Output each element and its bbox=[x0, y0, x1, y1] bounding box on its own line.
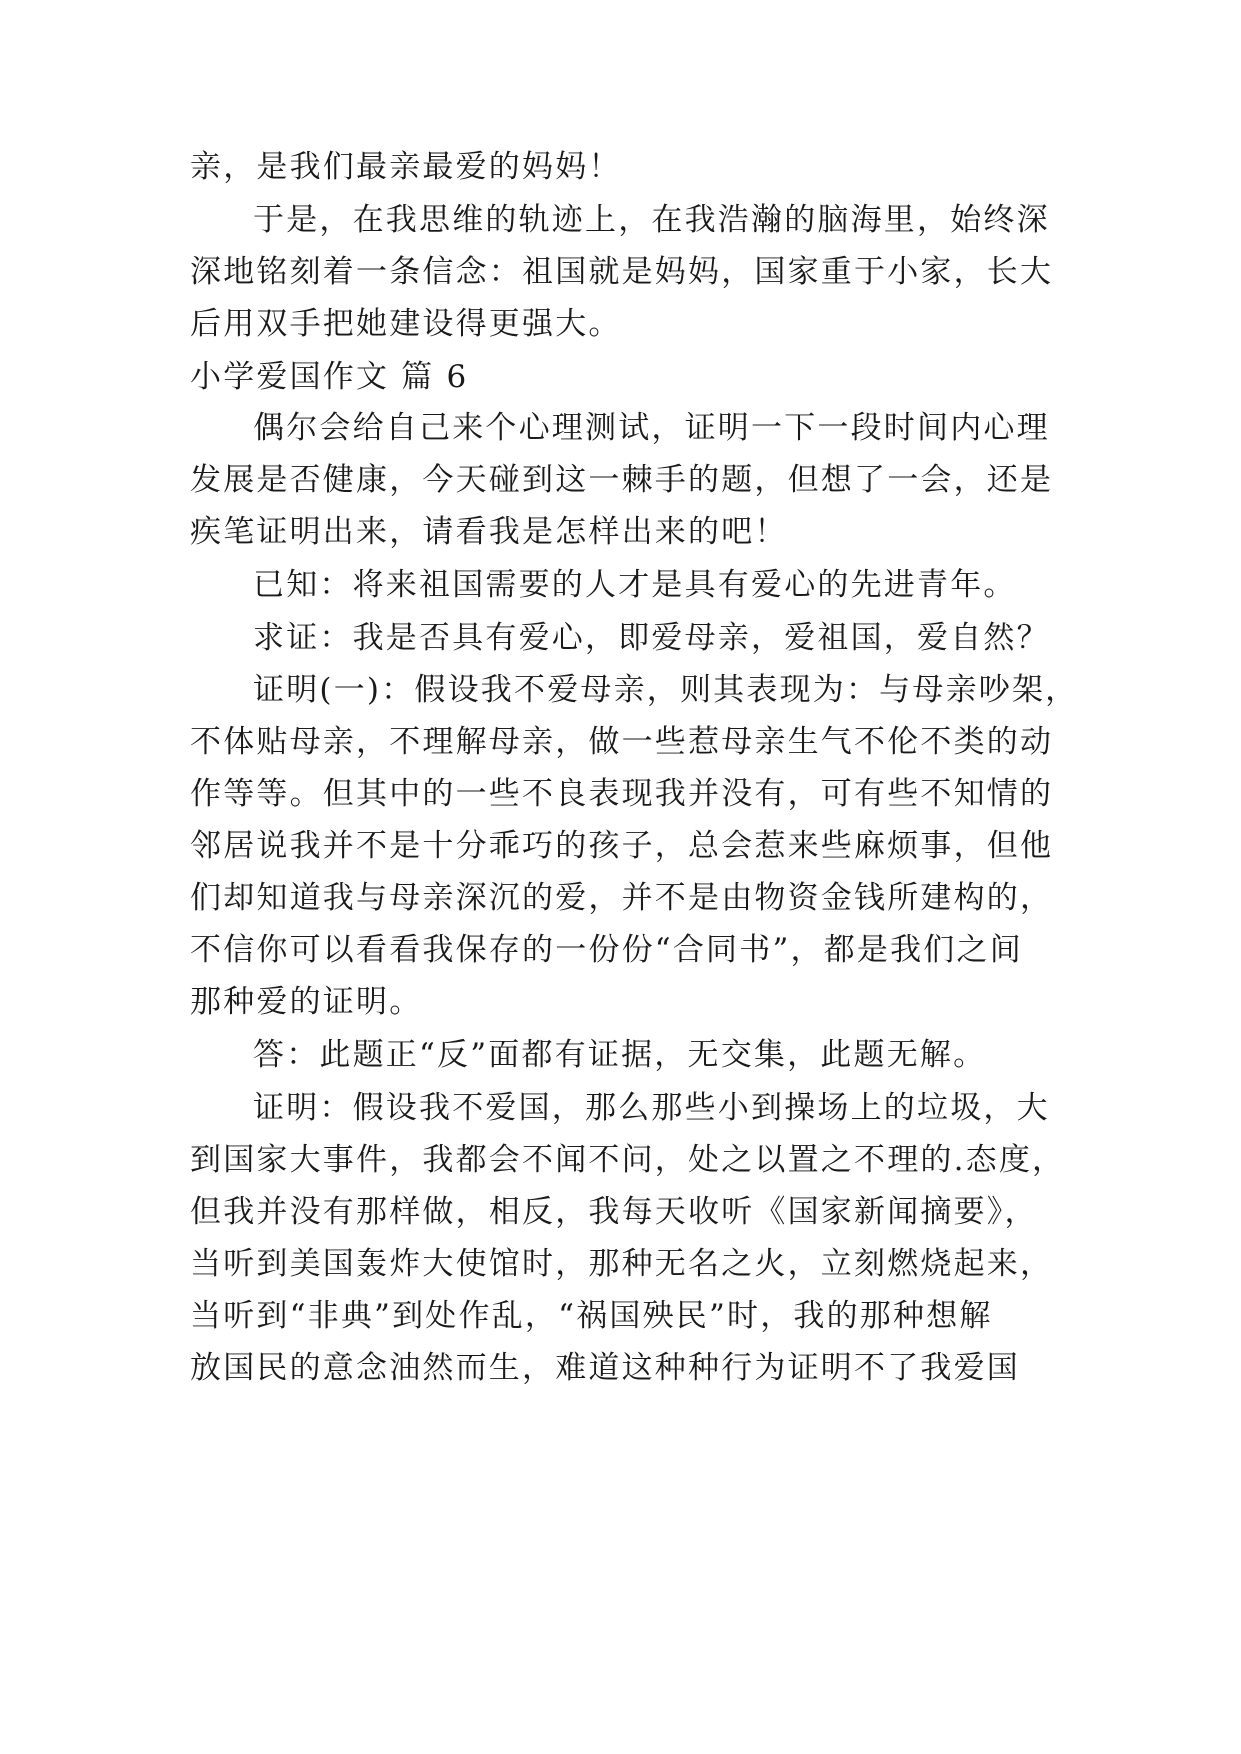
text-line: 作等等。但其中的一些不良表现我并没有，可有些不知情的 bbox=[190, 776, 1054, 812]
text-line: 疾笔证明出来，请看我是怎样出来的吧！ bbox=[190, 514, 788, 550]
text-line: 发展是否健康，今天碰到这一棘手的题，但想了一会，还是 bbox=[190, 462, 1054, 498]
text-line: 不体贴母亲，不理解母亲，做一些惹母亲生气不伦不类的动 bbox=[190, 724, 1054, 760]
text-line: 放国民的意念油然而生，难道这种种行为证明不了我爱国 bbox=[190, 1350, 1020, 1386]
paragraph-start: 证明(一)：假设我不爱母亲，则其表现为：与母亲吵架， bbox=[253, 672, 1079, 708]
text-line: 但我并没有那样做，相反，我每天收听《国家新闻摘要》， bbox=[190, 1194, 1038, 1230]
text-line: 当听到美国轰炸大使馆时，那种无名之火，立刻燃烧起来， bbox=[190, 1246, 1054, 1282]
text-line: 不信你可以看看我保存的一份份“合同书”，都是我们之间 bbox=[190, 932, 1023, 968]
paragraph-start: 证明：假设我不爱国，那么那些小到操场上的垃圾，大 bbox=[253, 1090, 1050, 1126]
text-line: 当听到“非典”到处作乱，“祸国殃民”时，我的那种想解 bbox=[190, 1298, 993, 1334]
text-line: 到国家大事件，我都会不闻不问，处之以置之不理的.态度， bbox=[190, 1142, 1066, 1178]
text-line: 深地铭刻着一条信念：祖国就是妈妈，国家重于小家，长大 bbox=[190, 254, 1054, 290]
paragraph-start: 已知：将来祖国需要的人才是具有爱心的先进青年。 bbox=[253, 567, 1017, 603]
paragraph-start: 偶尔会给自己来个心理测试，证明一下一段时间内心理 bbox=[253, 410, 1050, 446]
paragraph-start: 于是，在我思维的轨迹上，在我浩瀚的脑海里，始终深 bbox=[253, 202, 1050, 238]
text-line: 亲，是我们最亲最爱的妈妈！ bbox=[190, 149, 622, 185]
text-line: 邻居说我并不是十分乖巧的孩子，总会惹来些麻烦事，但他 bbox=[190, 828, 1054, 864]
text-line: 那种爱的证明。 bbox=[190, 984, 423, 1020]
paragraph-start: 答：此题正“反”面都有证据，无交集，此题无解。 bbox=[253, 1037, 987, 1073]
text-line: 后用双手把她建设得更强大。 bbox=[190, 306, 622, 342]
section-heading: 小学爱国作文 篇 6 bbox=[190, 359, 469, 395]
paragraph-start: 求证：我是否具有爱心，即爱母亲，爱祖国，爱自然？ bbox=[253, 620, 1050, 656]
text-line: 们却知道我与母亲深沉的爱，并不是由物资金钱所建构的， bbox=[190, 880, 1054, 916]
